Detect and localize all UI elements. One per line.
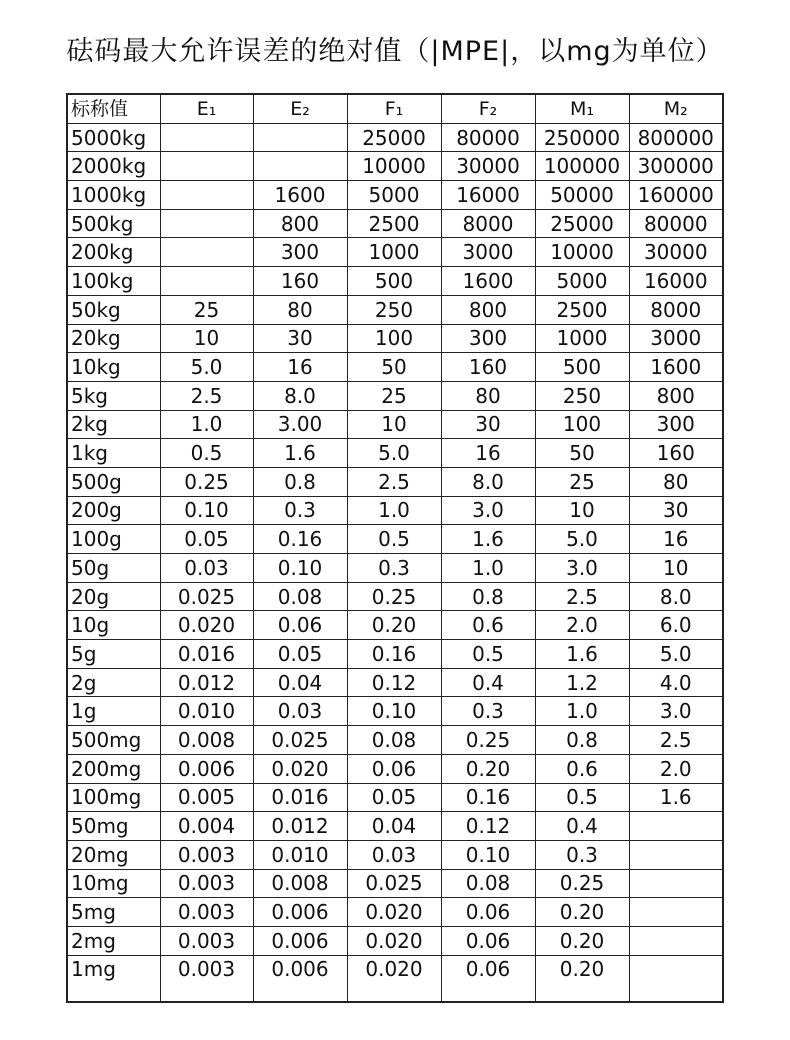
table-cell-f1: 500 [347, 267, 441, 296]
table-cell-f2: 16 [441, 439, 535, 468]
table-row [67, 898, 723, 927]
header-class-m1: M₁ [535, 94, 629, 123]
table-cell-f2: 1.6 [441, 525, 535, 554]
table-cell-m1: 3.0 [535, 554, 629, 583]
table-cell-f2: 8.0 [441, 467, 535, 496]
table-cell-m1: 0.25 [535, 869, 629, 898]
table-cell-f1: 0.025 [347, 869, 441, 898]
table-cell-e1: 0.010 [160, 697, 253, 726]
table-cell-e1: 1.0 [160, 410, 253, 439]
table-cell-nominal-value: 20kg [67, 324, 160, 353]
table-cell-f2: 0.08 [441, 869, 535, 898]
table-cell-m2: 800000 [629, 123, 723, 152]
table-cell-m1: 0.4 [535, 812, 629, 841]
table-cell-e1 [160, 123, 253, 152]
table-cell-f1: 2500 [347, 209, 441, 238]
table-cell-nominal-value: 500kg [67, 209, 160, 238]
table-cell-e2: 300 [253, 238, 347, 267]
table-cell-m1: 1000 [535, 324, 629, 353]
table-cell-f1: 10 [347, 410, 441, 439]
table-cell-f1: 25 [347, 381, 441, 410]
table-cell-m1: 25 [535, 467, 629, 496]
table-cell-m2: 300000 [629, 152, 723, 181]
table-cell-m1: 0.5 [535, 783, 629, 812]
table-cell-nominal-value: 10g [67, 611, 160, 640]
table-cell-e1: 0.004 [160, 812, 253, 841]
table-cell-f2: 0.06 [441, 955, 535, 1002]
table-row [67, 697, 723, 726]
table-cell-e1: 25 [160, 295, 253, 324]
table-cell-nominal-value: 5mg [67, 898, 160, 927]
table-cell-f1: 10000 [347, 152, 441, 181]
table-cell-m2: 5.0 [629, 640, 723, 669]
header-class-m2: M₂ [629, 94, 723, 123]
table-cell-f2: 0.4 [441, 668, 535, 697]
table-cell-m1: 100000 [535, 152, 629, 181]
table-cell-nominal-value: 200kg [67, 238, 160, 267]
table-cell-f1: 0.5 [347, 525, 441, 554]
table-cell-e2: 16 [253, 353, 347, 382]
table-cell-f1: 0.020 [347, 898, 441, 927]
table-cell-nominal-value: 50g [67, 554, 160, 583]
table-row [67, 496, 723, 525]
table-cell-f2: 160 [441, 353, 535, 382]
table-cell-e2: 0.020 [253, 754, 347, 783]
table-row [67, 353, 723, 382]
table-row [67, 783, 723, 812]
table-row [67, 754, 723, 783]
table-cell-e1 [160, 181, 253, 210]
table-cell-e1: 0.008 [160, 726, 253, 755]
table-row [67, 611, 723, 640]
table-cell-e1: 0.003 [160, 926, 253, 955]
table-row [67, 181, 723, 210]
table-cell-f2: 800 [441, 295, 535, 324]
table-cell-m2: 1600 [629, 353, 723, 382]
table-cell-e2: 0.10 [253, 554, 347, 583]
table-cell-m2: 4.0 [629, 668, 723, 697]
table-row [67, 209, 723, 238]
table-cell-f1: 0.020 [347, 955, 441, 1002]
table-cell-f1: 0.06 [347, 754, 441, 783]
table-cell-e2: 0.08 [253, 582, 347, 611]
table-cell-f1: 0.04 [347, 812, 441, 841]
table-cell-e2: 0.010 [253, 840, 347, 869]
table-row [67, 812, 723, 841]
table-cell-e2: 800 [253, 209, 347, 238]
table-cell-f2: 16000 [441, 181, 535, 210]
table-row [67, 640, 723, 669]
table-cell-m1: 10 [535, 496, 629, 525]
table-cell-e2: 0.3 [253, 496, 347, 525]
table-cell-m2: 2.5 [629, 726, 723, 755]
mpe-table [66, 93, 724, 1003]
table-cell-e1: 2.5 [160, 381, 253, 410]
table-cell-f2: 0.20 [441, 754, 535, 783]
table-cell-m2 [629, 955, 723, 1002]
table-cell-e2: 0.04 [253, 668, 347, 697]
table-cell-e1: 0.10 [160, 496, 253, 525]
table-cell-f1: 0.05 [347, 783, 441, 812]
table-cell-f1: 0.12 [347, 668, 441, 697]
table-row [67, 554, 723, 583]
table-cell-m1: 100 [535, 410, 629, 439]
table-cell-nominal-value: 100g [67, 525, 160, 554]
table-cell-f1: 5.0 [347, 439, 441, 468]
table-cell-e1: 0.25 [160, 467, 253, 496]
table-cell-m2: 160 [629, 439, 723, 468]
table-cell-f1: 1.0 [347, 496, 441, 525]
table-cell-e2: 1.6 [253, 439, 347, 468]
table-cell-f2: 3000 [441, 238, 535, 267]
table-row [67, 582, 723, 611]
table-cell-e1: 0.03 [160, 554, 253, 583]
table-cell-f1: 0.20 [347, 611, 441, 640]
table-cell-e2: 1600 [253, 181, 347, 210]
table-cell-m2: 80000 [629, 209, 723, 238]
table-cell-e1: 0.005 [160, 783, 253, 812]
table-cell-m1: 50000 [535, 181, 629, 210]
table-cell-f2: 0.06 [441, 926, 535, 955]
table-cell-m2: 3.0 [629, 697, 723, 726]
table-cell-nominal-value: 10kg [67, 353, 160, 382]
table-cell-m2 [629, 898, 723, 927]
table-cell-nominal-value: 2kg [67, 410, 160, 439]
table-cell-f1: 0.25 [347, 582, 441, 611]
table-cell-f2: 0.6 [441, 611, 535, 640]
mpe-table-container [66, 93, 724, 1003]
table-cell-e1: 0.016 [160, 640, 253, 669]
table-row [67, 152, 723, 181]
table-cell-nominal-value: 500mg [67, 726, 160, 755]
table-cell-nominal-value: 200g [67, 496, 160, 525]
table-cell-e1 [160, 152, 253, 181]
header-class-f2: F₂ [441, 94, 535, 123]
table-cell-m1: 0.20 [535, 898, 629, 927]
table-cell-e1: 0.003 [160, 840, 253, 869]
table-row [67, 926, 723, 955]
table-cell-e1 [160, 267, 253, 296]
table-cell-f2: 0.12 [441, 812, 535, 841]
table-row [67, 955, 723, 1002]
table-cell-f2: 30 [441, 410, 535, 439]
table-cell-m1: 250000 [535, 123, 629, 152]
table-cell-m2: 2.0 [629, 754, 723, 783]
table-cell-e2 [253, 152, 347, 181]
table-cell-e2: 0.06 [253, 611, 347, 640]
table-cell-m2: 16 [629, 525, 723, 554]
table-row [67, 869, 723, 898]
table-cell-e2 [253, 123, 347, 152]
table-cell-m2: 160000 [629, 181, 723, 210]
table-cell-f2: 0.8 [441, 582, 535, 611]
table-cell-e2: 0.006 [253, 898, 347, 927]
table-cell-m2: 30000 [629, 238, 723, 267]
table-cell-e1 [160, 209, 253, 238]
table-cell-f1: 0.020 [347, 926, 441, 955]
table-cell-f2: 0.06 [441, 898, 535, 927]
table-cell-m2: 10 [629, 554, 723, 583]
table-cell-m2: 8.0 [629, 582, 723, 611]
table-cell-f2: 80 [441, 381, 535, 410]
header-class-e1: E₁ [160, 94, 253, 123]
table-cell-m2: 30 [629, 496, 723, 525]
table-cell-f2: 0.3 [441, 697, 535, 726]
table-cell-f2: 0.10 [441, 840, 535, 869]
table-cell-f1: 0.16 [347, 640, 441, 669]
table-row [67, 295, 723, 324]
table-cell-nominal-value: 1kg [67, 439, 160, 468]
table-cell-f1: 0.3 [347, 554, 441, 583]
table-cell-nominal-value: 1g [67, 697, 160, 726]
table-cell-e1: 0.020 [160, 611, 253, 640]
table-cell-m1: 2.5 [535, 582, 629, 611]
table-cell-f2: 80000 [441, 123, 535, 152]
table-cell-f2: 0.5 [441, 640, 535, 669]
table-cell-m2: 1.6 [629, 783, 723, 812]
table-row [67, 381, 723, 410]
header-class-e2: E₂ [253, 94, 347, 123]
table-cell-m1: 1.0 [535, 697, 629, 726]
table-cell-nominal-value: 2g [67, 668, 160, 697]
table-cell-nominal-value: 1000kg [67, 181, 160, 210]
table-cell-nominal-value: 20mg [67, 840, 160, 869]
table-cell-m1: 0.8 [535, 726, 629, 755]
table-cell-e2: 0.008 [253, 869, 347, 898]
table-cell-e1 [160, 238, 253, 267]
table-cell-m2: 3000 [629, 324, 723, 353]
table-cell-e1: 0.5 [160, 439, 253, 468]
table-cell-e2: 80 [253, 295, 347, 324]
table-cell-nominal-value: 20g [67, 582, 160, 611]
table-cell-f2: 300 [441, 324, 535, 353]
table-cell-m1: 50 [535, 439, 629, 468]
table-cell-e1: 5.0 [160, 353, 253, 382]
table-cell-f2: 30000 [441, 152, 535, 181]
table-cell-nominal-value: 10mg [67, 869, 160, 898]
table-row [67, 525, 723, 554]
table-row [67, 238, 723, 267]
table-cell-f1: 25000 [347, 123, 441, 152]
table-cell-m1: 5000 [535, 267, 629, 296]
table-cell-m1: 0.6 [535, 754, 629, 783]
table-cell-nominal-value: 2000kg [67, 152, 160, 181]
table-cell-nominal-value: 5kg [67, 381, 160, 410]
table-cell-m2: 6.0 [629, 611, 723, 640]
table-cell-e1: 0.05 [160, 525, 253, 554]
table-cell-m2: 300 [629, 410, 723, 439]
table-cell-nominal-value: 200mg [67, 754, 160, 783]
table-cell-e1: 0.003 [160, 955, 253, 1002]
table-cell-e1: 0.006 [160, 754, 253, 783]
table-row [67, 726, 723, 755]
table-cell-m1: 25000 [535, 209, 629, 238]
table-row [67, 123, 723, 152]
table-cell-f2: 1600 [441, 267, 535, 296]
table-cell-nominal-value: 5g [67, 640, 160, 669]
page-title: 砝码最大允许误差的绝对值（|MPE|，以mg为单位） [66, 36, 724, 67]
table-cell-m1: 0.20 [535, 955, 629, 1002]
table-cell-e2: 0.8 [253, 467, 347, 496]
table-cell-e2: 0.006 [253, 955, 347, 1002]
table-cell-e2: 0.16 [253, 525, 347, 554]
table-cell-nominal-value: 5000kg [67, 123, 160, 152]
header-nominal-value: 标称值 [67, 94, 160, 123]
table-row [67, 840, 723, 869]
table-row [67, 439, 723, 468]
table-cell-e1: 10 [160, 324, 253, 353]
table-cell-m1: 500 [535, 353, 629, 382]
table-cell-e2: 8.0 [253, 381, 347, 410]
table-cell-f1: 0.03 [347, 840, 441, 869]
table-row [67, 467, 723, 496]
table-cell-m1: 10000 [535, 238, 629, 267]
table-row [67, 324, 723, 353]
table-cell-e2: 3.00 [253, 410, 347, 439]
table-row [67, 267, 723, 296]
table-cell-m2 [629, 840, 723, 869]
header-class-f1: F₁ [347, 94, 441, 123]
table-row [67, 410, 723, 439]
table-cell-e2: 0.025 [253, 726, 347, 755]
table-cell-f1: 50 [347, 353, 441, 382]
table-cell-m2 [629, 926, 723, 955]
table-cell-f2: 1.0 [441, 554, 535, 583]
table-cell-f1: 250 [347, 295, 441, 324]
table-cell-m1: 1.2 [535, 668, 629, 697]
table-cell-e1: 0.003 [160, 869, 253, 898]
table-cell-m1: 2500 [535, 295, 629, 324]
table-cell-m1: 1.6 [535, 640, 629, 669]
table-cell-e1: 0.012 [160, 668, 253, 697]
table-header-row [67, 94, 723, 123]
table-cell-f2: 0.25 [441, 726, 535, 755]
table-cell-m1: 0.20 [535, 926, 629, 955]
table-cell-f1: 100 [347, 324, 441, 353]
table-cell-nominal-value: 500g [67, 467, 160, 496]
table-cell-e2: 0.016 [253, 783, 347, 812]
table-cell-f2: 3.0 [441, 496, 535, 525]
table-cell-f1: 1000 [347, 238, 441, 267]
table-cell-m2: 80 [629, 467, 723, 496]
table-cell-f1: 0.10 [347, 697, 441, 726]
table-cell-nominal-value: 50kg [67, 295, 160, 324]
table-cell-f2: 8000 [441, 209, 535, 238]
table-cell-e2: 30 [253, 324, 347, 353]
table-cell-m2: 16000 [629, 267, 723, 296]
table-cell-m1: 2.0 [535, 611, 629, 640]
table-cell-m1: 250 [535, 381, 629, 410]
table-cell-e1: 0.025 [160, 582, 253, 611]
table-cell-m2 [629, 869, 723, 898]
table-cell-e1: 0.003 [160, 898, 253, 927]
table-cell-nominal-value: 50mg [67, 812, 160, 841]
table-cell-e2: 160 [253, 267, 347, 296]
table-cell-e2: 0.012 [253, 812, 347, 841]
table-cell-nominal-value: 2mg [67, 926, 160, 955]
table-cell-nominal-value: 100mg [67, 783, 160, 812]
table-cell-m1: 0.3 [535, 840, 629, 869]
table-cell-e2: 0.006 [253, 926, 347, 955]
table-cell-m2: 800 [629, 381, 723, 410]
table-cell-m2 [629, 812, 723, 841]
table-cell-e2: 0.05 [253, 640, 347, 669]
table-cell-f1: 5000 [347, 181, 441, 210]
table-cell-nominal-value: 1mg [67, 955, 160, 1002]
table-cell-f2: 0.16 [441, 783, 535, 812]
table-cell-f1: 2.5 [347, 467, 441, 496]
table-cell-m1: 5.0 [535, 525, 629, 554]
table-body [67, 123, 723, 1001]
table-row [67, 668, 723, 697]
table-cell-nominal-value: 100kg [67, 267, 160, 296]
table-cell-f1: 0.08 [347, 726, 441, 755]
table-cell-m2: 8000 [629, 295, 723, 324]
table-cell-e2: 0.03 [253, 697, 347, 726]
